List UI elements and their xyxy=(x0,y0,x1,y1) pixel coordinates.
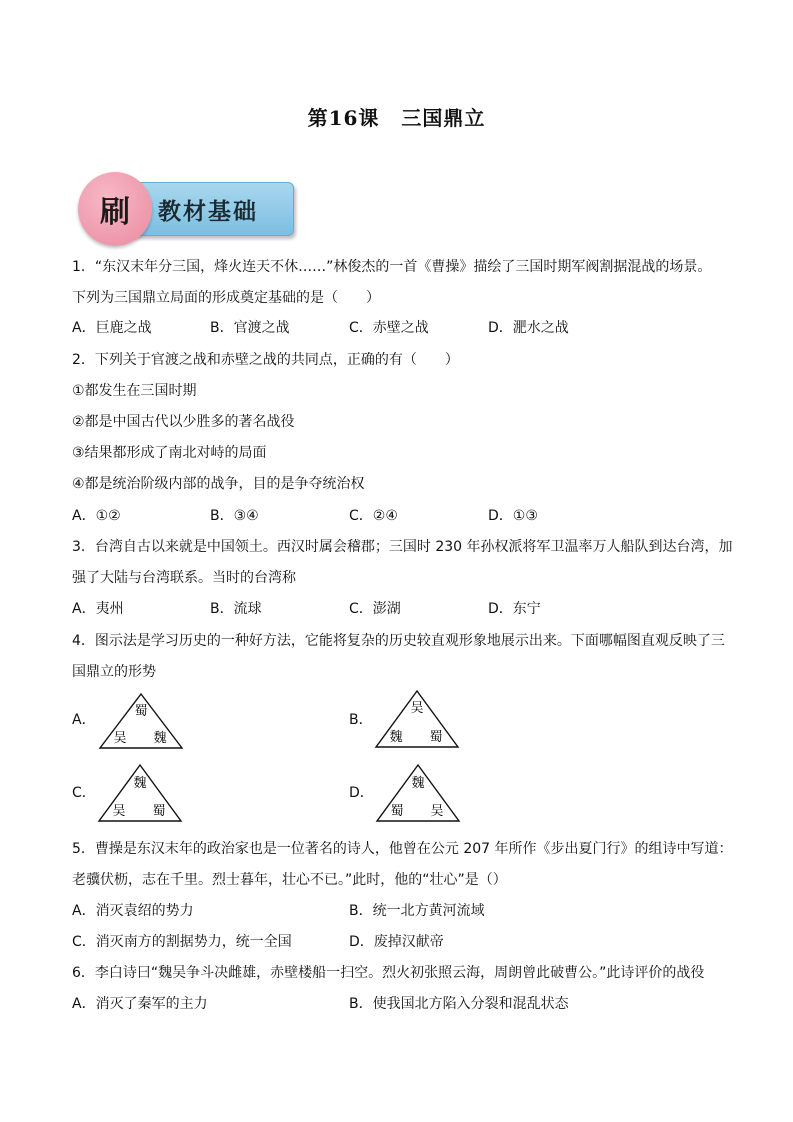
q4-b-left: 魏 xyxy=(389,730,403,745)
q1-stem-line1: 1．“东汉末年分三国，烽火连天不休……”林俊杰的一首《曹操》描绘了三国时期军阀割据混战的场景。 xyxy=(72,259,712,275)
q5-option-b: B．统一北方黄河流域 xyxy=(349,903,485,919)
lesson-topic: 三国鼎立 xyxy=(401,106,486,130)
q3-option-b: B．流球 xyxy=(210,601,262,617)
q4-a-left: 吴 xyxy=(113,731,127,746)
q4-d-left: 蜀 xyxy=(390,804,404,819)
q4-c-top: 魏 xyxy=(133,776,147,791)
lesson-number: 第16课 xyxy=(307,106,380,130)
q5-stem-line2: 老骥伏枥，志在千里。烈士暮年，壮心不已。”此时，他的“壮心”是（） xyxy=(72,872,507,888)
q4-b-right: 蜀 xyxy=(429,730,443,745)
q1-option-a: A．巨鹿之战 xyxy=(72,320,152,336)
q1-option-c: C．赤壁之战 xyxy=(349,320,429,336)
q3-option-a: A．夷州 xyxy=(72,601,124,617)
section-banner xyxy=(76,180,294,238)
q2-option-c: C．②④ xyxy=(349,508,398,524)
q4-option-b-triangle xyxy=(374,689,460,749)
q5-stem-line1: 5．曹操是东汉末年的政治家也是一位著名的诗人，他曾在公元 207 年所作《步出夏门行》的组诗中写道： xyxy=(72,841,733,857)
q4-option-c-triangle xyxy=(97,763,183,823)
q3-option-d: D．东宁 xyxy=(488,601,541,617)
q2-option-b: B．③④ xyxy=(210,508,259,524)
q4-option-b-label: B． xyxy=(349,712,373,728)
q3-option-c: C．澎湖 xyxy=(349,601,401,617)
q4-d-right: 吴 xyxy=(430,804,444,819)
q4-stem-line2: 国鼎立的形势 xyxy=(72,664,156,680)
q2-stem: 2．下列关于官渡之战和赤壁之战的共同点，正确的有（ ） xyxy=(72,352,459,368)
q2-item-2: ②都是中国古代以少胜多的著名战役 xyxy=(72,414,295,430)
q6-option-b: B．使我国北方陷入分裂和混乱状态 xyxy=(349,996,569,1012)
q2-item-3: ③结果都形成了南北对峙的局面 xyxy=(72,445,267,461)
q1-stem-line2: 下列为三国鼎立局面的形成奠定基础的是（ ） xyxy=(72,290,380,306)
q2-option-a: A．①② xyxy=(72,508,121,524)
q6-stem: 6．李白诗曰“魏吴争斗决雌雄，赤壁楼船一扫空。烈火初张照云海，周朗曾此破曹公。”此诗评价的战役 xyxy=(72,965,705,981)
q5-option-c: C．消灭南方的割据势力，统一全国 xyxy=(72,934,292,950)
q4-b-top: 吴 xyxy=(410,701,424,716)
q4-a-right: 魏 xyxy=(153,731,167,746)
q5-option-a: A．消灭袁绍的势力 xyxy=(72,903,194,919)
q2-item-1: ①都发生在三国时期 xyxy=(72,383,197,399)
banner-badge-text: 刷 xyxy=(100,195,130,230)
q4-option-a-triangle xyxy=(98,692,184,750)
q1-option-b: B．官渡之战 xyxy=(210,320,290,336)
q3-stem-line1: 3．台湾自古以来就是中国领土。西汉时属会稽郡；三国时 230 年孙权派将军卫温率万人船队到达台湾，加 xyxy=(72,539,733,555)
q3-stem-line2: 强了大陆与台湾联系。当时的台湾称 xyxy=(72,570,296,586)
q2-option-d: D．①③ xyxy=(488,508,538,524)
q6-option-a: A．消灭了秦军的主力 xyxy=(72,996,208,1012)
q2-item-4: ④都是统治阶级内部的战争，目的是争夺统治权 xyxy=(72,476,365,492)
q4-option-a-label: A． xyxy=(72,712,96,728)
page-title xyxy=(0,102,793,131)
q4-option-c-label: C． xyxy=(72,785,96,801)
q4-c-right: 蜀 xyxy=(152,804,166,819)
q5-option-d: D．废掉汉献帝 xyxy=(349,934,444,950)
q4-c-left: 吴 xyxy=(112,804,126,819)
q1-option-d: D．淝水之战 xyxy=(488,320,569,336)
q4-option-d-triangle xyxy=(375,763,461,823)
q4-stem-line1: 4．图示法是学习历史的一种好方法，它能将复杂的历史较直观形象地展示出来。下面哪幅图直观反映了三 xyxy=(72,633,725,649)
banner-label: 教材基础 xyxy=(158,199,258,225)
q4-d-top: 魏 xyxy=(411,776,425,791)
q4-a-top: 蜀 xyxy=(134,704,148,719)
q4-option-d-label: D． xyxy=(349,785,374,801)
banner-badge xyxy=(78,172,152,246)
